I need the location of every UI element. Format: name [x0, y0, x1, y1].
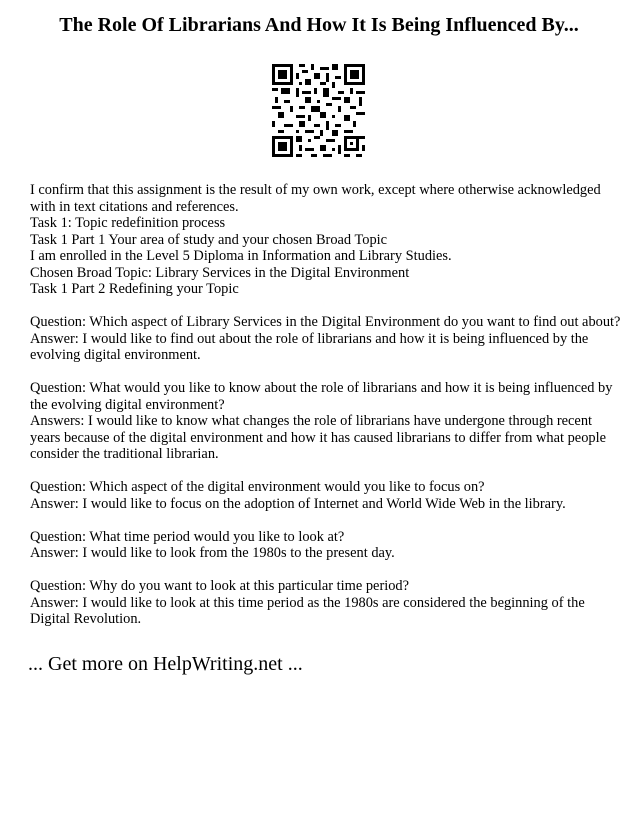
- answer-text: Answer: I would like to focus on the adoption of Internet and World Wide Web in the library.: [30, 495, 566, 512]
- enrollment-text: I am enrolled in the Level 5 Diploma in Information and Library Studies.: [30, 248, 452, 264]
- document-title: The Role Of Librarians And How It Is Being Influenced By...: [59, 14, 579, 36]
- answer-text: Answer: I would like to find out about the role of librarians and how it is being influenced by the evolving digital environment.: [30, 330, 589, 363]
- question-text: Question: Why do you want to look at this particular time period?: [30, 578, 410, 594]
- question-text: Question: What would you like to know about the role of librarians and how it is being influenced by the evolving digital environment?: [30, 380, 613, 413]
- task-heading: Task 1: Topic redefinition process: [30, 215, 226, 231]
- declaration-text: I confirm that this assignment is the result of my own work, except where otherwise acknowledged with in text citations and references.: [30, 182, 601, 215]
- qa-block: [30, 529, 622, 562]
- task-part-heading: Task 1 Part 1 Your area of study and your chosen Broad Topic: [30, 231, 388, 248]
- answer-text: Answer: I would like to look from the 1980s to the present day.: [30, 545, 395, 561]
- get-more-link[interactable]: ... Get more on HelpWriting.net ...: [28, 653, 303, 675]
- qa-block: [30, 314, 622, 364]
- broad-topic-text: Chosen Broad Topic: Library Services in the Digital Environment: [30, 264, 410, 281]
- qa-block: [30, 479, 622, 512]
- question-text: Question: Which aspect of the digital environment would you like to focus on?: [30, 479, 485, 495]
- question-text: Question: What time period would you like to look at?: [30, 528, 345, 545]
- answer-text: Answers: I would like to know what changes the role of librarians have undergone through recent years because of the digital environment and how it has caused librarians to differ from what people consider the traditional librarian.: [30, 413, 606, 462]
- task-part-heading: Task 1 Part 2 Redefining your Topic: [30, 281, 239, 297]
- assignment-body: [30, 182, 622, 644]
- qa-block: [30, 380, 622, 463]
- qr-code-icon: [272, 64, 365, 157]
- intro-block: [30, 182, 622, 298]
- qa-block: [30, 578, 622, 628]
- question-text: Question: Which aspect of Library Services in the Digital Environment do you want to find out about?: [30, 314, 621, 330]
- answer-text: Answer: I would like to look at this time period as the 1980s are considered the beginning of the Digital Revolution.: [30, 594, 585, 627]
